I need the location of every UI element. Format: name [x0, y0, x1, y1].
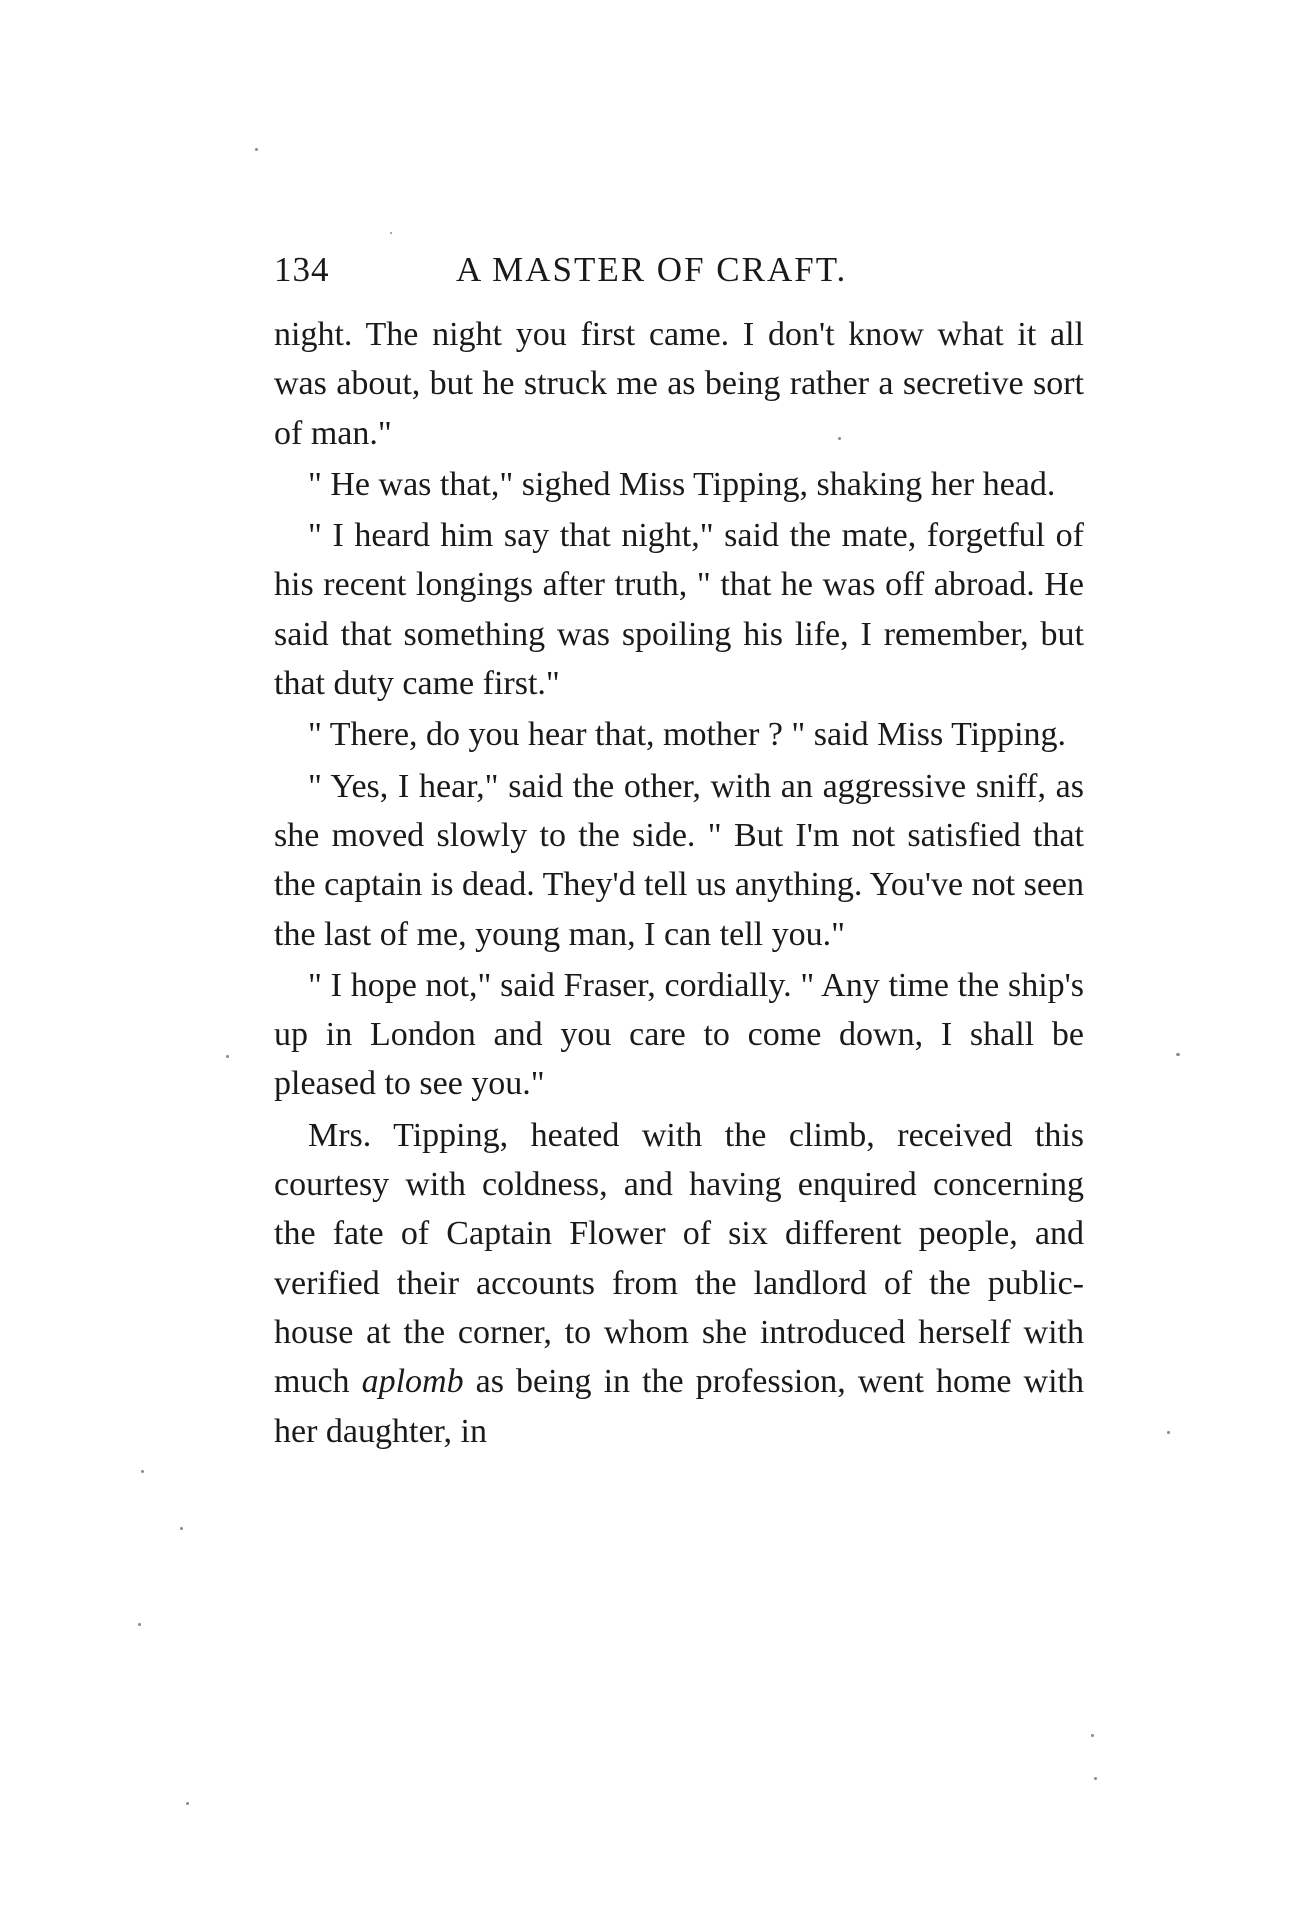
scan-speck	[141, 1470, 144, 1473]
running-head	[274, 242, 1084, 298]
scan-speck	[226, 1055, 229, 1058]
paragraph-1: night. The night you first came. I don't know what it all was about, but he struck me as being rather a secretive sort of man."	[274, 316, 1084, 452]
scan-speck	[1167, 1431, 1170, 1434]
scan-speck	[1176, 1053, 1180, 1056]
scan-speck	[255, 148, 258, 151]
paragraph-4: " There, do you hear that, mother ? " said Miss Tipping.	[308, 716, 1067, 754]
book-title: A MASTER OF CRAFT.	[456, 250, 848, 289]
paragraph-7	[274, 1111, 1084, 1456]
italic-word: aplomb	[361, 1363, 464, 1401]
paragraph-3: " I heard him say that night," said the mate, forgetful of his recent longings after truth, " that he was off abroad. He said that something was spoiling his life, I remember, but that duty came first."	[274, 517, 1084, 703]
scan-speck	[1091, 1734, 1094, 1737]
paragraph-6: " I hope not," said Fraser, cordially. " Any time the ship's up in London and you care to come down, I shall be pleased to see you."	[274, 966, 1084, 1103]
scan-speck	[186, 1802, 189, 1805]
scan-speck	[838, 437, 841, 440]
paragraph-7-text-a: Mrs. Tipping, heated with the climb, received this courtesy with coldness, and having enquired concerning the fate of Captain Flower of six different people, and verified their accounts from the landlord of the public-house at the corner, to whom she introduced herself with much	[274, 1116, 1084, 1401]
scan-speck	[1094, 1777, 1097, 1780]
paragraph-7-text-b: as being in the profession, went home with her daughter, in	[274, 1363, 1085, 1450]
paragraph-5: " Yes, I hear," said the other, with an aggressive sniff, as she moved slowly to the side. " But I'm not satisfied that the captain is dead. They'd tell us anything. You've not seen the last of me, young man, I can tell you."	[274, 767, 1084, 953]
scan-speck	[180, 1527, 183, 1530]
scan-speck	[138, 1623, 141, 1626]
page-number: 134	[274, 250, 330, 289]
paragraph-2: " He was that," sighed Miss Tipping, shaking her head.	[308, 465, 1056, 503]
scan-speck	[390, 232, 392, 234]
body-text	[274, 310, 1084, 1456]
